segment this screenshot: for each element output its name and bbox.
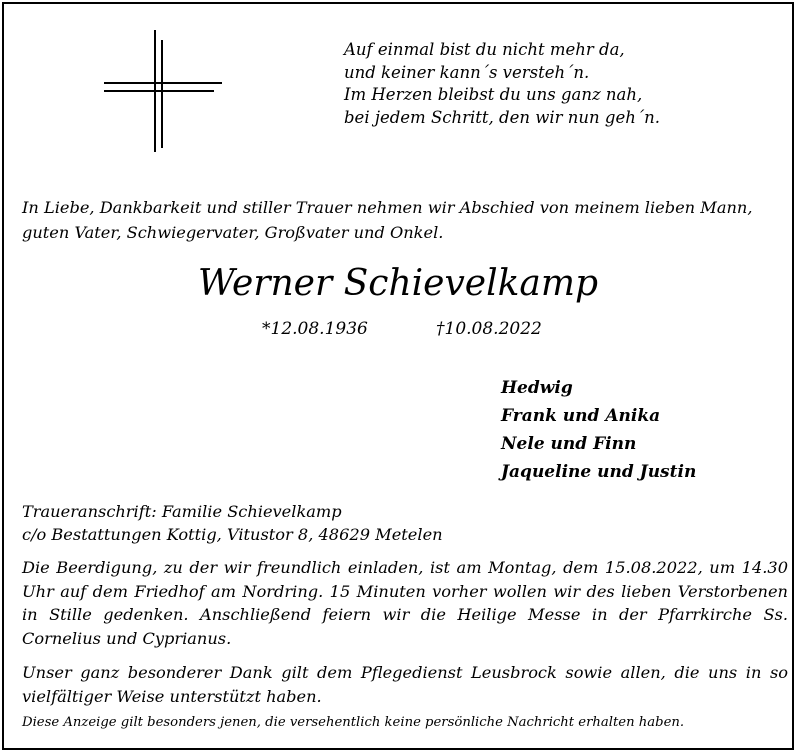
poem-line: und keiner kann´s versteh´n. — [344, 62, 590, 82]
address-line: c/o Bestattungen Kottig, Vitustor 8, 48629 Metelen — [22, 525, 443, 544]
deceased-name: Werner Schievelkamp — [197, 263, 599, 304]
poem-line: Auf einmal bist du nicht mehr da, — [344, 40, 625, 59]
poem-line: bei jedem Schritt, den wir nun geh´n. — [344, 107, 660, 127]
family-list — [501, 374, 696, 486]
intro-text — [22, 195, 792, 245]
family-member: Nele und Finn — [501, 434, 637, 454]
mourning-address — [22, 500, 443, 546]
intro-line: In Liebe, Dankbarkeit und stiller Trauer nehmen wir Abschied von meinem lieben Mann, — [22, 198, 753, 217]
footer-note: Diese Anzeige gilt besonders jenen, die versehentlich keine persönliche Nachricht erhalten haben. — [22, 715, 685, 730]
intro-line: guten Vater, Schwiegervater, Großvater und Onkel. — [22, 223, 444, 242]
cross-icon — [104, 30, 222, 152]
family-member: Hedwig — [501, 378, 573, 398]
poem-line: Im Herzen bleibst du uns ganz nah, — [344, 85, 643, 104]
family-member: Jaqueline und Justin — [501, 462, 697, 482]
birth-date: *12.08.1936 — [262, 319, 368, 339]
family-member: Frank und Anika — [501, 406, 661, 426]
poem — [344, 39, 660, 129]
obituary-notice — [2, 2, 794, 750]
address-line: Traueranschrift: Familie Schievelkamp — [22, 502, 342, 521]
funeral-paragraph: Die Beerdigung, zu der wir freundlich einladen, ist am Montag, dem 15.08.2022, um 14.30 Uhr auf dem Friedhof am Nordring. 15 Minuten vorher wollen wir des lieben Verstorbenen in Stille gedenken. Anschließend feiern wir die Heilige Messe in der Pfarrkirche Ss. Cornelius und Cyprianus. — [22, 558, 788, 648]
thanks-paragraph: Unser ganz besonderer Dank gilt dem Pflegedienst Leusbrock sowie allen, die uns in so vielfältiger Weise unterstützt haben. — [22, 663, 788, 706]
death-date: †10.08.2022 — [436, 319, 542, 339]
